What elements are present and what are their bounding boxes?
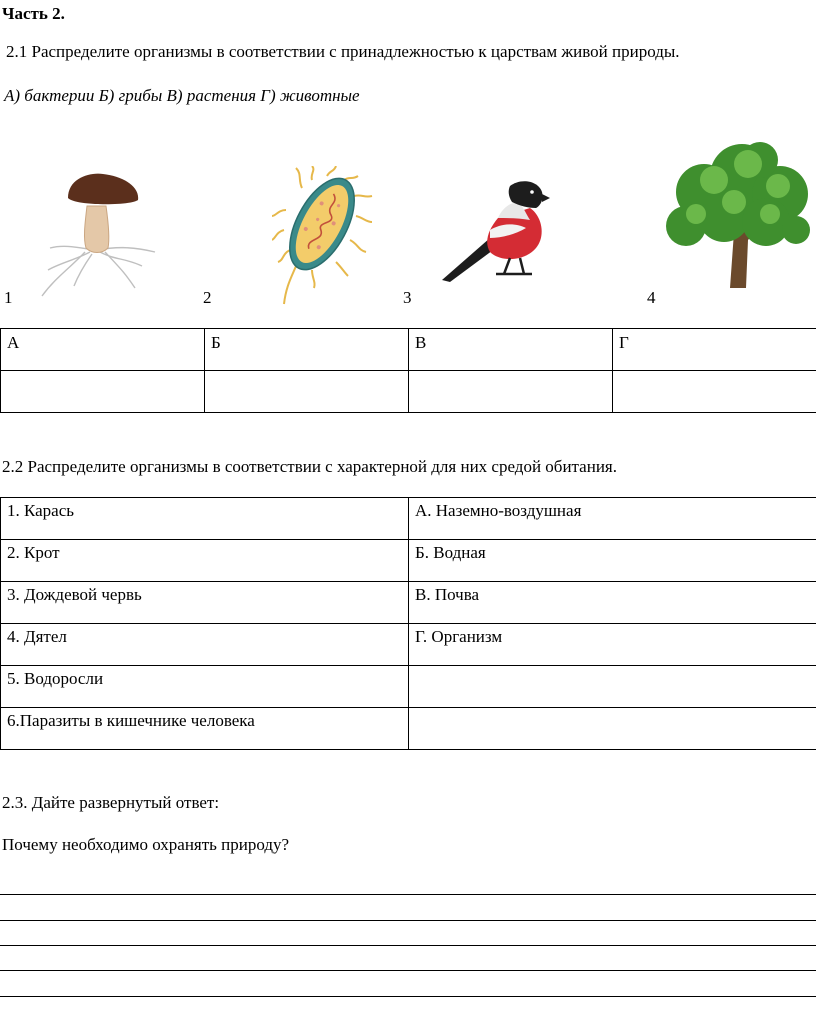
table-row bbox=[1, 708, 816, 750]
kingdom-answer-cell[interactable] bbox=[1, 371, 205, 413]
kingdom-header-a: А bbox=[1, 329, 205, 371]
question-2-3-prompt: Почему необходимо охранять природу? bbox=[2, 835, 290, 854]
kingdom-header-b: Б bbox=[205, 329, 409, 371]
bullfinch-image bbox=[440, 178, 552, 286]
image-number-1: 1 bbox=[4, 288, 13, 307]
answer-line[interactable] bbox=[0, 920, 816, 921]
question-2-3-text: 2.3. Дайте развернутый ответ: bbox=[2, 793, 220, 812]
organism-cell: 1. Карась bbox=[1, 498, 409, 540]
kingdom-answer-cell[interactable] bbox=[205, 371, 409, 413]
habitat-cell[interactable] bbox=[409, 708, 816, 750]
kingdom-answer-cell[interactable] bbox=[613, 371, 816, 413]
table-row bbox=[1, 498, 816, 540]
habitat-cell: Г. Организм bbox=[409, 624, 816, 666]
organism-cell: 6.Паразиты в кишечнике человека bbox=[1, 708, 409, 750]
image-number-2: 2 bbox=[203, 288, 212, 307]
answer-line[interactable] bbox=[0, 945, 816, 946]
mushroom-image bbox=[30, 168, 160, 298]
kingdom-answer-cell[interactable] bbox=[409, 371, 613, 413]
image-number-3: 3 bbox=[403, 288, 412, 307]
question-2-1-text: 2.1 Распределите организмы в соответствии с принадлежностью к царствам живой природы. bbox=[6, 42, 680, 61]
organism-cell: 5. Водоросли bbox=[1, 666, 409, 708]
table-row bbox=[1, 540, 816, 582]
table-row bbox=[1, 582, 816, 624]
answer-line[interactable] bbox=[0, 894, 816, 895]
tree-image bbox=[662, 140, 812, 288]
kingdom-header-g: Г bbox=[613, 329, 816, 371]
table-row bbox=[1, 624, 816, 666]
part-title: Часть 2. bbox=[2, 4, 65, 23]
kingdoms-list: А) бактерии Б) грибы В) растения Г) животные bbox=[4, 86, 360, 105]
habitat-cell: Б. Водная bbox=[409, 540, 816, 582]
answer-line[interactable] bbox=[0, 970, 816, 971]
habitat-cell[interactable] bbox=[409, 666, 816, 708]
habitat-cell: А. Наземно-воздушная bbox=[409, 498, 816, 540]
kingdoms-header-row bbox=[1, 329, 816, 371]
bacterium-image bbox=[272, 166, 376, 306]
habitat-cell: В. Почва bbox=[409, 582, 816, 624]
organism-cell: 2. Крот bbox=[1, 540, 409, 582]
kingdom-header-v: В bbox=[409, 329, 613, 371]
habitat-table bbox=[0, 497, 816, 750]
answer-line[interactable] bbox=[0, 996, 816, 997]
kingdoms-answer-row bbox=[1, 371, 816, 413]
organism-cell: 4. Дятел bbox=[1, 624, 409, 666]
table-row bbox=[1, 666, 816, 708]
question-2-2-text: 2.2 Распределите организмы в соответствии с характерной для них средой обитания. bbox=[2, 457, 617, 476]
kingdoms-table bbox=[0, 328, 816, 413]
organism-cell: 3. Дождевой червь bbox=[1, 582, 409, 624]
image-number-4: 4 bbox=[647, 288, 656, 307]
